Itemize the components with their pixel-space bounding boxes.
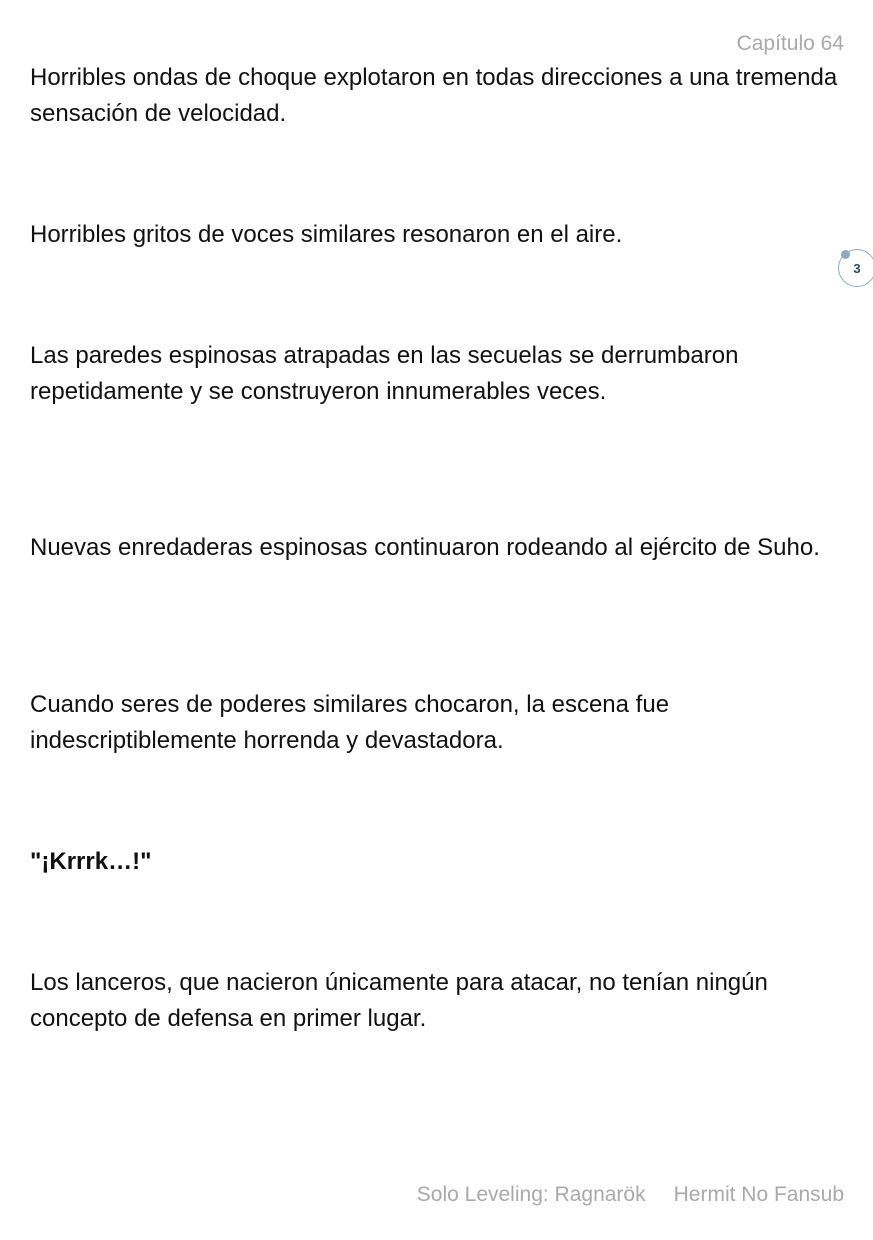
page-number-badge[interactable]: 3 bbox=[838, 249, 873, 287]
paragraph-2: Horribles gritos de voces similares resonaron en el aire. bbox=[30, 221, 623, 248]
paragraph-3: Las paredes espinosas atrapadas en las secuelas se derrumbaron repetidamente y se construyeron innumerables veces. bbox=[30, 342, 739, 405]
book-title: Solo Leveling: Ragnarök bbox=[416, 1183, 646, 1206]
paragraph-5: Cuando seres de poderes similares chocaron, la escena fue indescriptiblemente horrenda y devastadora. bbox=[30, 691, 670, 754]
paragraph-6: "¡Krrrk…!" bbox=[30, 848, 152, 875]
footer bbox=[417, 1183, 844, 1207]
translator-credit: Hermit No Fansub bbox=[673, 1183, 844, 1206]
paragraph-7: Los lanceros, que nacieron únicamente para atacar, no tenían ningún concepto de defensa en primer lugar. bbox=[30, 969, 768, 1032]
chapter-header: Capítulo 64 bbox=[736, 32, 844, 55]
page-indicator-dot bbox=[841, 250, 850, 259]
paragraph-4: Nuevas enredaderas espinosas continuaron rodeando al ejército de Suho. bbox=[30, 534, 820, 561]
paragraph-1: Horribles ondas de choque explotaron en todas direcciones a una tremenda sensación de velocidad. bbox=[30, 64, 838, 127]
